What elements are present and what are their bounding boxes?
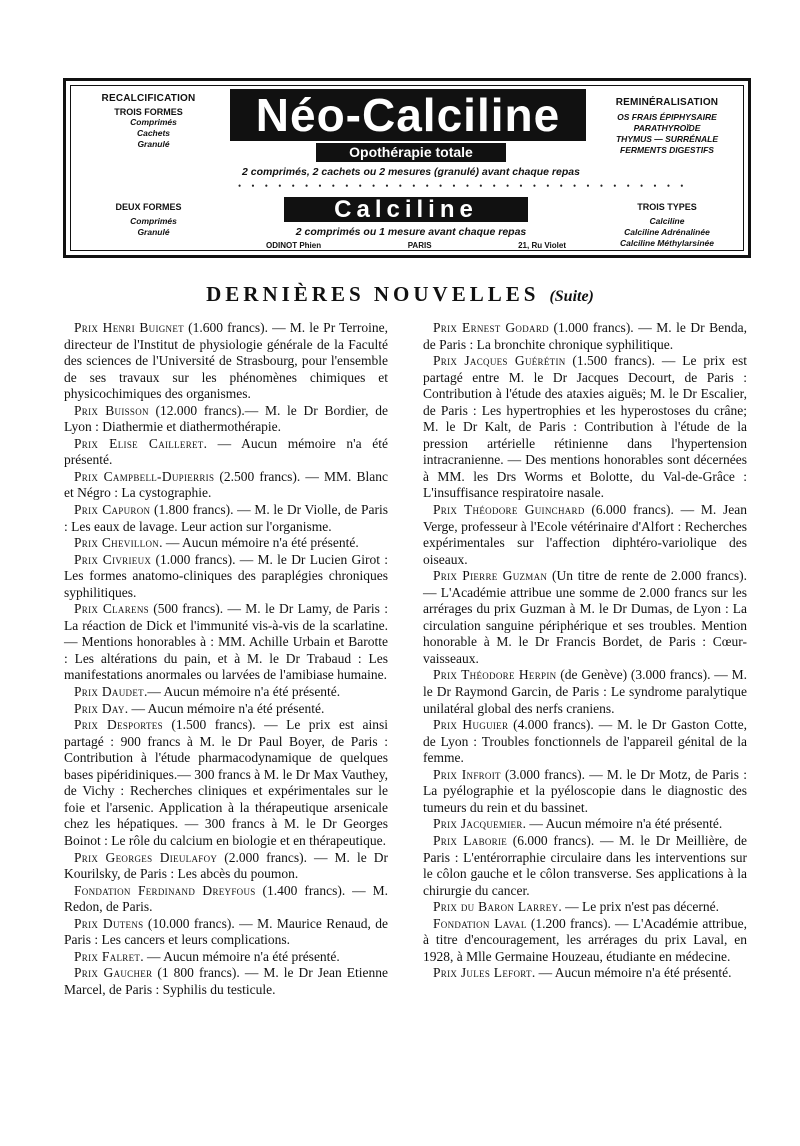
ad-form-item: Granulé [137, 139, 170, 149]
prize-name: Prix Ernest Godard [433, 320, 549, 335]
prize-text: . — Aucun mémoire n'a été présenté. [124, 700, 325, 716]
prize-text: (1.500 francs). — Le prix est ainsi partagé : 900 francs à M. le Dr Paul Boyer, de Paris : Contribution à l'étude pharmacodynamique de quelques bases pipéridiniques.— 300 francs à M. le Dr Max Vauthey, de Vichy : Recherches cliniques et expérimentales sur le foie et l'arsenic. Application à la thérapeutique arsenicale chez les hépatiques. — 300 francs à M. le Dr Georges Boinot : Le rôle du calcium en biologie et en thérapeutique. [64, 717, 388, 848]
prize-entry [64, 403, 388, 436]
prize-entry [423, 833, 747, 899]
ad-three-forms-label: TROIS FORMES [114, 107, 183, 117]
prize-name: Prix Pierre Guzman [433, 568, 548, 584]
prize-name: Prix du Baron Larrey [433, 899, 559, 915]
prize-text: (de Genève) (3.000 francs). — M. le Dr Raymond Garcin, de Paris : Le syndrome paralytique unilatéral global des nerfs craniens. [423, 667, 747, 716]
prize-text: (6.000 francs). — M. Jean Verge, professeur à l'Ecole vétérinaire d'Alfort : Recherches expérimentales sur l'affection diphtéro-variolique des oiseaux. [423, 502, 747, 567]
ad-dosage-text: 2 comprimés, 2 cachets ou 2 mesures (granulé) avant chaque repas [242, 166, 580, 178]
prize-name: Prix Chevillon [74, 535, 160, 551]
prize-entry [423, 816, 747, 833]
left-column [64, 320, 388, 998]
prize-entry [64, 320, 388, 403]
ad-form-item: Comprimés [130, 216, 177, 226]
prize-text: (2.000 francs). — M. le Dr Kourilsky, de Paris : Les abcès du poumon. [64, 849, 388, 882]
prize-text: (1.400 francs). — M. Redon, de Paris. [64, 882, 388, 915]
prize-entry [64, 883, 388, 916]
prize-entry [423, 965, 747, 982]
prize-entry [64, 684, 388, 701]
prize-entry [64, 916, 388, 949]
prize-entry [64, 552, 388, 602]
prize-text: . — Aucun mémoire n'a été présenté. [64, 435, 389, 468]
ad-dosage-text-2: 2 comprimés ou 1 mesure avant chaque repas [295, 226, 527, 238]
prize-name: Prix Jacques Guérétin [433, 353, 566, 369]
prize-text: (1 800 francs). — M. le Dr Jean Etienne Marcel, de Paris : Syphilis du testicule. [64, 965, 389, 997]
prize-entry [423, 899, 747, 916]
prize-entry [423, 717, 747, 767]
prize-entry [423, 667, 747, 717]
ad-remineralisation-header: REMINÉRALISATION [615, 97, 719, 108]
prize-name: Prix Gaucher [74, 965, 153, 981]
prize-text: (10.000 francs). — M. Maurice Renaud, de Paris : Les cancers et leurs complications. [64, 915, 388, 948]
prize-entry [423, 568, 747, 667]
prize-name: Prix Dutens [74, 915, 144, 931]
prize-entry [423, 916, 747, 966]
ad-brand-calciline: Calciline [284, 197, 528, 222]
ad-ingredient-item: THYMUS — SURRÉNALE [615, 134, 718, 144]
ad-two-forms-block [76, 199, 221, 238]
section-suite-label: (Suite) [549, 288, 594, 305]
prize-text: .— Aucun mémoire n'a été présenté. [143, 684, 341, 700]
prize-entry [64, 717, 388, 849]
prize-entry [64, 502, 388, 535]
prize-text: (500 francs). — M. le Dr Lamy, de Paris : La réaction de Dick et l'immunité vis-à-vis de la scarlatine. — Mentions honorables à : MM. Achille Urbain et Barotte : Les altérations du pain, et à M. le Dr Trabaud : Les manifestations anormales ou larvées de l'amibiase humaine. [64, 601, 388, 683]
prize-name: Prix Théodore Herpin [433, 667, 557, 683]
prize-text: (12.000 francs).— M. le Dr Bordier, de Lyon : Diathermie et diathermothérapie. [64, 402, 388, 435]
prize-name: Prix Henri Buignet [74, 320, 184, 335]
prize-text: . — Aucun mémoire n'a été présenté. [531, 965, 732, 981]
ad-brand-neo-calciline: Néo-Calciline [230, 89, 586, 141]
ad-ingredient-item: FERMENTS DIGESTIFS [620, 145, 714, 155]
prize-name: Prix Théodore Guinchard [433, 502, 585, 518]
prize-text: (1.000 francs). — M. le Dr Benda, de Paris : La bronchite chronique syphilitique. [423, 320, 747, 352]
prize-entry [64, 965, 388, 998]
ad-maker-street: 21, Ru Violet [518, 241, 566, 250]
prize-text: . — Aucun mémoire n'a été présenté. [522, 816, 723, 832]
right-column [423, 320, 747, 982]
prize-entry [64, 949, 388, 966]
prize-name: Prix Day [74, 700, 125, 716]
prize-entry [423, 353, 747, 502]
prize-name: Prix Buisson [74, 402, 149, 418]
prize-text: (6.000 francs). — M. le Dr Meillière, de Paris : L'entérorraphie circulaire dans les interventions sur le côlon gauche et le côlon transverse. Ses applications à la chirurgie du cancer. [423, 832, 747, 898]
ad-three-types-block [592, 199, 742, 249]
prize-entry [64, 436, 388, 469]
ad-recalcification-block [76, 93, 221, 150]
prize-name: Prix Falret [74, 948, 141, 964]
section-title: DERNIÈRES NOUVELLES [206, 282, 540, 306]
ad-type-item: Calciline [649, 216, 685, 226]
ad-type-item: Calciline Adrénalinée [624, 227, 710, 237]
prize-name: Prix Daudet [74, 684, 144, 700]
ad-form-item: Cachets [136, 128, 171, 138]
ad-form-item: Granulé [137, 227, 170, 237]
prize-name: Prix Jules Lefort [433, 965, 532, 981]
ad-maker-city: PARIS [407, 241, 432, 250]
prize-name: Prix Elise Cailleret [74, 435, 204, 451]
prize-text: (1.200 francs). — L'Académie attribue, à titre d'encouragement, les arrérages du prix Laval, en 1928, à Mlle Germaine Houzeau, étudiante en médecine. [423, 915, 747, 964]
ad-ingredient-item: OS FRAIS ÉPIPHYSAIRE [617, 112, 717, 122]
prize-name: Prix Campbell-Dupierris [74, 468, 215, 484]
ad-dotted-divider: • • • • • • • • • • • • • • • • • • • • • • • • • • • • • • • • • • [238, 181, 688, 191]
prize-entry [64, 850, 388, 883]
section-heading [0, 282, 800, 307]
prize-name: Prix Georges Dieulafoy [74, 849, 218, 865]
advertisement-box [63, 78, 751, 258]
prize-entry [423, 502, 747, 568]
prize-text: (1.000 francs). — M. le Dr Lucien Girot : Les formes anatomo-cliniques des paraplégies chroniques syphilitiques. [64, 551, 388, 600]
prize-entry [423, 767, 747, 817]
prize-text: (3.000 francs). — M. le Dr Motz, de Paris : La pyélographie et la pyéloscopie dans le diagnostic des tumeurs du rein et du bassinet. [423, 766, 747, 815]
ad-remineralisation-block [592, 97, 742, 156]
prize-text: (2.500 francs). — MM. Blanc et Négro : La cystographie. [64, 468, 389, 501]
prize-text: . — Aucun mémoire n'a été présenté. [159, 535, 359, 551]
prize-name: Prix Huguier [433, 717, 509, 733]
ad-maker-name: ODINOT Phien [266, 241, 322, 250]
ad-two-forms-header: DEUX FORMES [115, 202, 182, 212]
prize-text: (1.600 francs). — M. le Pr Terroine, directeur de l'Institut de physiologie générale de la Faculté des sciences de l'Université de Strasbourg, pour l'ensemble de ses travaux sur les phénomènes chimiques et physicochimiques des organismes. [64, 320, 388, 402]
ad-three-types-header: TROIS TYPES [637, 202, 697, 212]
prize-entry [423, 320, 747, 353]
prize-name: Prix Civrieux [74, 551, 152, 567]
prize-name: Prix Infroit [433, 766, 501, 782]
prize-entry [64, 701, 388, 718]
prize-text: (Un titre de rente de 2.000 francs).— L'Académie attribue une somme de 2.000 francs sur les arrérages du prix Guzman à M. le Dr Dumas, de Lyon : La circulation sanguine périphérique et ses troubles. Mention honorable à M. le Dr Francis Bordet, de Paris : Cœur-vaisseaux. [423, 568, 747, 666]
ad-type-item: Calciline Méthylarsinée [619, 238, 714, 248]
ad-recalcification-header: RECALCIFICATION [101, 93, 196, 104]
ad-maker-address [266, 241, 566, 250]
prize-text: (4.000 francs). — M. le Dr Gaston Cotte, de Lyon : Troubles fonctionnels de l'appareil génital de la femme. [423, 717, 747, 766]
prize-text: (1.500 francs). — Le prix est partagé entre M. le Dr Jacques Decourt, de Paris : Contribution à l'étude des ataxies aiguës; M. le Dr Escalier, de Paris : Les hypertrophies et les hyperostoses du crâne; M. le Dr Kalt, de Paris : Contribution à l'étude de la pression artérielle rétinienne dans l'hypertension intracranienne. — Des mentions honorables sont décernées à MM. les Drs Worms et Bolotte, du Val-de-Grâce : L'insuffisance respiratoire nasale. [423, 353, 748, 501]
prize-name: Prix Clarens [74, 601, 149, 617]
ad-ingredient-item: PARATHYROÏDE [633, 123, 701, 133]
prize-text: . — Aucun mémoire n'a été présenté. [140, 948, 340, 964]
prize-text: . — Le prix n'est pas décerné. [558, 899, 720, 915]
prize-name: Prix Desportes [74, 717, 163, 733]
prize-text: (1.800 francs). — M. le Dr Violle, de Paris : Les eaux de lavage. Leur action sur l'organisme. [64, 502, 388, 534]
prize-name: Fondation Ferdinand Dreyfous [74, 882, 256, 898]
ad-tagline: Opothérapie totale [316, 143, 506, 162]
prize-name: Fondation Laval [433, 915, 527, 931]
ad-form-item: Comprimés [130, 117, 177, 127]
prize-name: Prix Jacquemier [433, 816, 523, 832]
prize-entry [64, 469, 388, 502]
prize-name: Prix Laborie [433, 832, 508, 848]
prize-name: Prix Capuron [74, 502, 151, 518]
prize-entry [64, 601, 388, 684]
prize-entry [64, 535, 388, 552]
